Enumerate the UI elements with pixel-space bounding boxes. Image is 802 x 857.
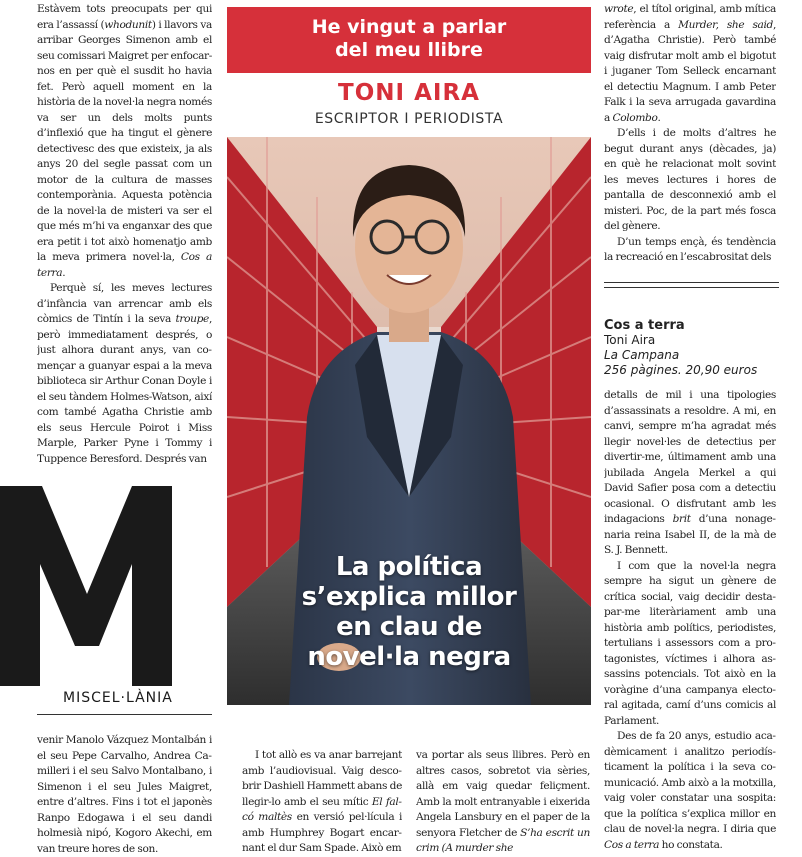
paragraph: I tot allò es va anar barrejant amb l’audiovisual. Vaig descobrir Dashiell Hammett abans de llegir-lo amb el seu mític El falcó maltès en versió pel·lícula i amb Humphrey Bogart encarnant el dur Sam Spade. Això em: [242, 749, 402, 854]
book-title: Cos a terra: [604, 318, 685, 333]
paragraph: D’ells i de molts d’altres he begut durant anys (dècades, ja) en què he relacionat molt sovint les meves lectures i hores de pantalla de desconnexió amb el misteri. Poc, de la part més fosca del gènere.: [604, 127, 776, 232]
article-column-left-top: [37, 2, 212, 468]
banner-line-2: del meu llibre: [335, 39, 483, 61]
section-banner: [227, 7, 591, 73]
paragraph: detalls de mil i una tipologies d’assassinats a resoldre. A mi, en canvi, sempre m’ha agradat més llegir novel·les de detectius per divertir-me, últimament amb una jubilada Angela Merkel a qui David Safier posa com a detectiu ocasional. O disfrutant amb les indagacions brit d’una nonagenaria reina Isabel II, de la mà de S. J. Bennett.: [604, 389, 776, 556]
author-role: ESCRIPTOR I PERIODISTA: [314, 111, 504, 127]
article-column-middle-bottom: [242, 748, 402, 856]
book-publisher: La Campana: [604, 348, 680, 362]
divider: [604, 282, 779, 283]
paragraph: Estàvem tots preocupats per qui era l’assassí (whodunit) i llavors va arribar Georges Simenon amb el seu comissari Maigret per enfocar-nos en per què el susdit ho havia fet. Però aquell moment en la història de la novel·la negra només va ser un dels molts punts d’inflexió que ha tingut el gènere detectivesc des que existeix, ja als anys 20 del segle passat com un motor de la cultura de masses contemporània. Aquesta potència de la novel·la de misteri va ser el que més m’hi va enganxar des que era petit i tot això homenatjo amb la meva primera novel·la, Cos a terra.: [37, 3, 212, 279]
article-column-left-bottom: [37, 733, 212, 855]
paragraph: va portar als seus llibres. Però en altres casos, sobretot via sèries, allà em vaig quedar feliçment. Amb la molt entranyable i eixerida Angela Lansbury en el paper de la senyora Fletcher de S’ha escrit un crim (A murder she: [416, 749, 590, 854]
headline: La política s’explica millor en clau de novel·la negra: [301, 552, 517, 672]
paragraph: wrote, el títol original, amb mítica referència a Murder, she said, d’Agatha Christie). Però també vaig disfrutar molt amb el bigotut i juganer Tom Selleck encarnant el detectiu Magnum. I amb Peter Falk i la seva arrugada gavardina a Colombo.: [604, 3, 776, 124]
book-author: Toni Aira: [604, 333, 656, 347]
section-letter-m: [0, 486, 175, 686]
article-column-right-lower: [604, 388, 776, 856]
divider: [604, 287, 779, 288]
paragraph: venir Manolo Vázquez Montalbán i el seu Pepe Carvalho, Andrea Camilleri i el seu Salvo Montalbano, i Simenon i el seu Jules Maigret, entre d’altres. Fins i tot el japonès Ranpo Edogawa i el seu dandi holmesià nipó, Kogoro Akechi, em van treure hores de son.: [37, 734, 212, 855]
article-column-center-right-bottom: [416, 748, 590, 856]
paragraph: Perquè sí, les meves lectures d’infància van arrencar amb els còmics de Tintín i la seva troupe, però immediatament després, o just alhora durant anys, van començar a guanyar espai a la meva biblioteca sir Arthur Conan Doyle i el seu tàndem Holmes-Watson, així com també Agatha Christie amb els seus Hercule Poirot i Miss Marple, Parker Pyne i Tommy i Tuppence Beresford. Després van: [37, 282, 212, 465]
book-details: 256 pàgines. 20,90 euros: [604, 363, 758, 377]
book-info: [604, 318, 779, 378]
banner-line-1: He vingut a parlar: [311, 16, 507, 38]
article-column-right-top: [604, 2, 776, 270]
section-label: MISCEL·LÀNIA: [63, 690, 173, 706]
paragraph: D’un temps ençà, és tendència la recreació en l’escabrositat dels: [604, 235, 776, 263]
divider: [37, 714, 212, 715]
author-name: TONI AIRA: [338, 80, 480, 106]
paragraph: Des de fa 20 anys, estudio acadèmicament i analitzo periodísticament la política i la seva comunicació. Amb això a la motxilla, vaig voler constatar una sospita: que la política s’explica millor en clau de novel·la negra. I diria que Cos a terra ho constata.: [604, 730, 776, 851]
paragraph: I com que la novel·la negra sempre ha sigut un gènere de crítica social, vaig decidir destapar-me literàriament amb una història amb polítics, periodistes, tertulians i assessors com a protagonistes, víctimes i alhora assassins potencials. Tot això en la voràgine d’una campanya electoral agitada, camí d’uns comicis al Parlament.: [604, 559, 776, 727]
